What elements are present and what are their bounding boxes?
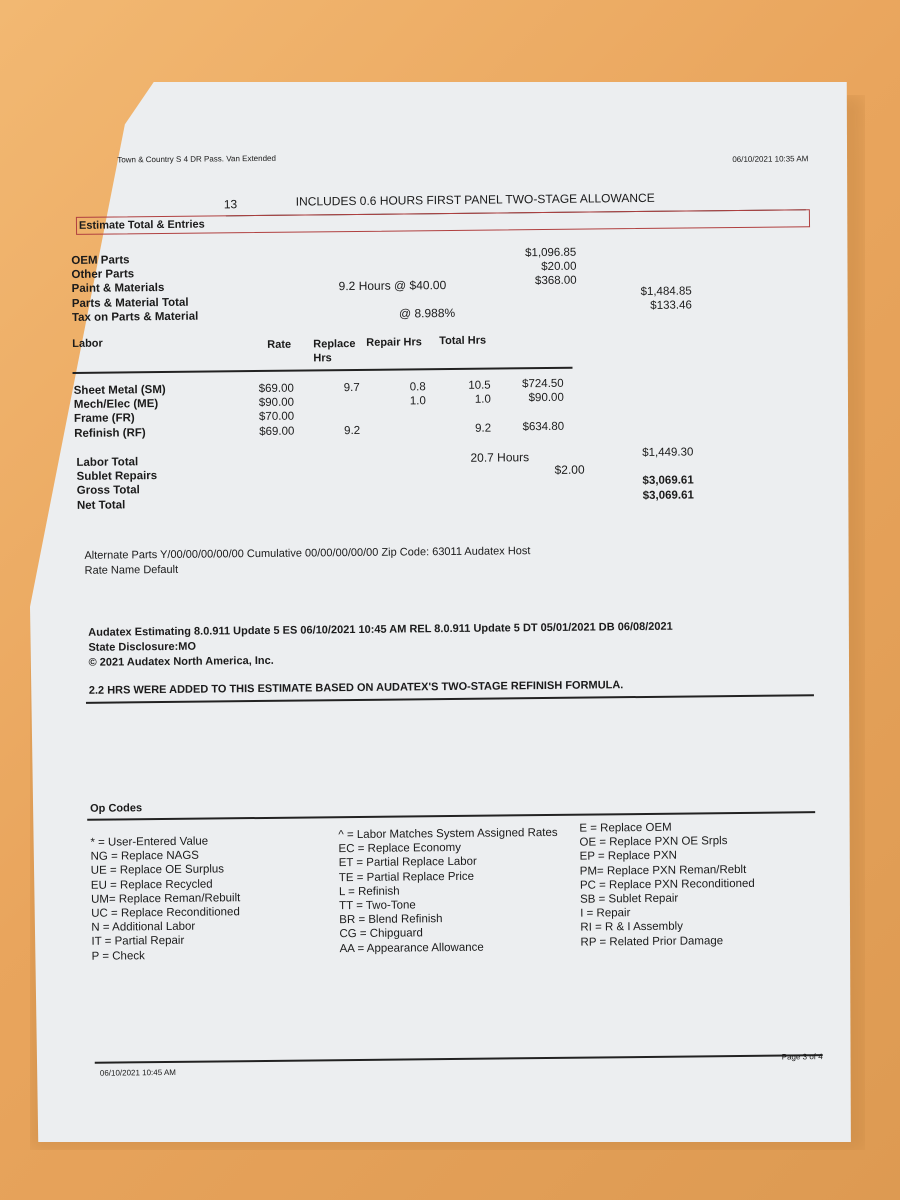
op-code-item: E = Replace OEM: [579, 821, 672, 835]
parts-amounts: [506, 246, 576, 289]
labor-rates: [259, 382, 295, 439]
op-code-item: L = Refinish: [338, 885, 400, 898]
parts-label: OEM Parts: [71, 254, 130, 267]
op-code-item: TE = Partial Replace Price: [338, 870, 475, 884]
section-title: Estimate Total & Entries: [78, 218, 205, 232]
labor-row-repair: 1.0: [409, 395, 426, 408]
op-code-item: PM= Replace PXN Reman/Reblt: [579, 863, 747, 878]
vehicle-description: Town & Country S 4 DR Pass. Van Extended: [117, 153, 276, 165]
labor-row-name: Refinish (RF): [74, 426, 146, 440]
parts-totals: [622, 284, 692, 313]
parts-material-total: $1,484.85: [640, 285, 692, 298]
op-code-item: CG = Chipguard: [339, 927, 423, 941]
net-total-label: Net Total: [76, 498, 126, 512]
footer-divider: [95, 1054, 823, 1064]
alternate-parts-line: Alternate Parts Y/00/00/00/00/00 Cumulative 00/00/00/00/00 Zip Code: 63011 Audatex Host: [84, 545, 531, 562]
labor-row-total-hrs: 9.2: [475, 422, 492, 435]
labor-header: Labor: [72, 337, 103, 350]
labor-header-divider: [73, 367, 573, 374]
labor-row-rate: $69.00: [259, 425, 295, 438]
parts-amount: $1,096.85: [525, 246, 577, 260]
op-codes-divider: [87, 811, 815, 820]
labor-row-name: Frame (FR): [73, 412, 135, 426]
parts-label: Tax on Parts & Material: [71, 310, 199, 324]
op-codes-column-3: [579, 820, 755, 950]
repair-hrs-header: Repair Hrs: [366, 336, 422, 349]
parts-amount: $368.00: [534, 275, 577, 288]
op-code-item: UC = Replace Reconditioned: [91, 906, 240, 920]
line-note: INCLUDES 0.6 HOURS FIRST PANEL TWO-STAGE ALLOWANCE: [295, 190, 655, 209]
op-code-item: I = Repair: [580, 907, 631, 920]
op-code-item: IT = Partial Repair: [91, 935, 185, 949]
op-code-item: BR = Blend Refinish: [339, 913, 443, 927]
labor-row-replace: [330, 409, 360, 424]
op-code-item: UM= Replace Reman/Rebuilt: [90, 891, 241, 906]
tax-rate: @ 8.988%: [398, 305, 456, 321]
labor-row-name: Mech/Elec (ME): [73, 398, 159, 412]
paint-hours-rate: 9.2 Hours @ $40.00: [338, 278, 447, 294]
labor-replace-hrs: [330, 381, 361, 438]
op-code-item: * = User-Entered Value: [90, 835, 209, 849]
total-hrs-header: Total Hrs: [439, 334, 487, 348]
labor-row-amount: $90.00: [528, 391, 564, 405]
labor-names: [74, 383, 167, 441]
net-total-amount: $3,069.61: [642, 489, 694, 502]
labor-row-rate: $90.00: [258, 396, 295, 410]
labor-row-total-hrs: 10.5: [468, 379, 491, 392]
replace-hrs-header: Replace Hrs: [313, 337, 356, 365]
op-code-item: N = Additional Labor: [91, 920, 196, 934]
audatex-version-line: Audatex Estimating 8.0.911 Update 5 ES 06/10/2021 10:45 AM REL 8.0.911 Update 5 DT 05/01/2021 DB 06/08/2021: [88, 620, 673, 639]
gross-total-label: Gross Total: [76, 484, 140, 498]
op-code-item: RI = R & I Assembly: [580, 920, 684, 934]
labor-row-repair: [396, 423, 426, 438]
labor-row-total-hrs: [456, 407, 491, 422]
labor-row-replace: [330, 395, 360, 410]
labor-row-replace: 9.2: [344, 424, 361, 437]
op-code-item: EC = Replace Economy: [338, 842, 462, 856]
labor-row-rate: $70.00: [258, 410, 295, 424]
labor-amounts: [500, 377, 565, 434]
sublet-amount: $2.00: [554, 462, 585, 477]
op-code-item: SB = Sublet Repair: [580, 892, 679, 906]
op-code-item: ET = Partial Replace Labor: [338, 856, 477, 870]
labor-row-repair: [396, 409, 426, 424]
op-code-item: NG = Replace NAGS: [90, 849, 199, 863]
op-codes-title: Op Codes: [90, 802, 143, 815]
labor-row-replace: 9.7: [343, 381, 360, 395]
page-number: Page 3 of 4: [781, 1052, 823, 1062]
rate-header: Rate: [267, 338, 292, 351]
op-code-item: AA = Appearance Allowance: [339, 941, 484, 955]
labor-row-amount: $724.50: [522, 377, 564, 391]
op-code-item: UE = Replace OE Surplus: [90, 863, 225, 878]
labor-row-repair: 0.8: [409, 381, 426, 394]
op-codes-column-2: [338, 826, 559, 956]
gross-total-amount: $3,069.61: [642, 474, 694, 488]
rate-name-line: Rate Name Default: [84, 563, 179, 577]
op-codes-column-1: [90, 834, 241, 963]
parts-labels: [71, 253, 198, 325]
labor-row-rate: $69.00: [258, 382, 294, 395]
op-code-item: RP = Related Prior Damage: [580, 934, 724, 949]
op-code-item: PC = Replace PXN Reconditioned: [579, 877, 755, 892]
state-disclosure: State Disclosure:MO: [88, 640, 197, 654]
op-code-item: P = Check: [91, 949, 145, 963]
parts-label: Parts & Material Total: [71, 296, 189, 310]
parts-amount: $20.00: [541, 260, 577, 274]
parts-label: Paint & Materials: [71, 282, 165, 296]
copyright-line: © 2021 Audatex North America, Inc.: [88, 654, 274, 669]
labor-total-hours: 20.7 Hours: [470, 450, 530, 465]
footer-datetime: 06/10/2021 10:45 AM: [99, 1067, 176, 1078]
op-code-item: EP = Replace PXN: [579, 850, 677, 864]
labor-row-name: Sheet Metal (SM): [73, 383, 166, 397]
summary-totals: [623, 445, 694, 502]
sublet-label: Sublet Repairs: [76, 470, 158, 484]
labor-row-amount: $634.80: [522, 420, 565, 433]
labor-row-amount: [500, 405, 564, 420]
tax-total: $133.46: [650, 299, 692, 313]
header-datetime: 06/10/2021 10:35 AM: [732, 154, 809, 165]
line-number: 13: [223, 197, 238, 212]
op-code-item: EU = Replace Recycled: [90, 878, 213, 892]
labor-total-label: Labor Total: [76, 456, 139, 469]
op-code-item: ^ = Labor Matches System Assigned Rates: [338, 826, 558, 842]
summary-labels: [76, 455, 157, 513]
op-code-item: TT = Two-Tone: [339, 899, 416, 913]
refinish-formula-notice: 2.2 HRS WERE ADDED TO THIS ESTIMATE BASED ON AUDATEX'S TWO-STAGE REFINISH FORMULA.: [88, 679, 624, 697]
parts-label: Other Parts: [71, 268, 135, 282]
labor-repair-hrs: [396, 380, 427, 437]
op-code-item: OE = Replace PXN OE Srpls: [579, 835, 728, 849]
labor-row-total-hrs: 1.0: [474, 393, 491, 406]
labor-total-amount: $1,449.30: [642, 446, 694, 459]
labor-total-hrs: [456, 379, 492, 436]
estimate-page: [35, 78, 866, 1137]
